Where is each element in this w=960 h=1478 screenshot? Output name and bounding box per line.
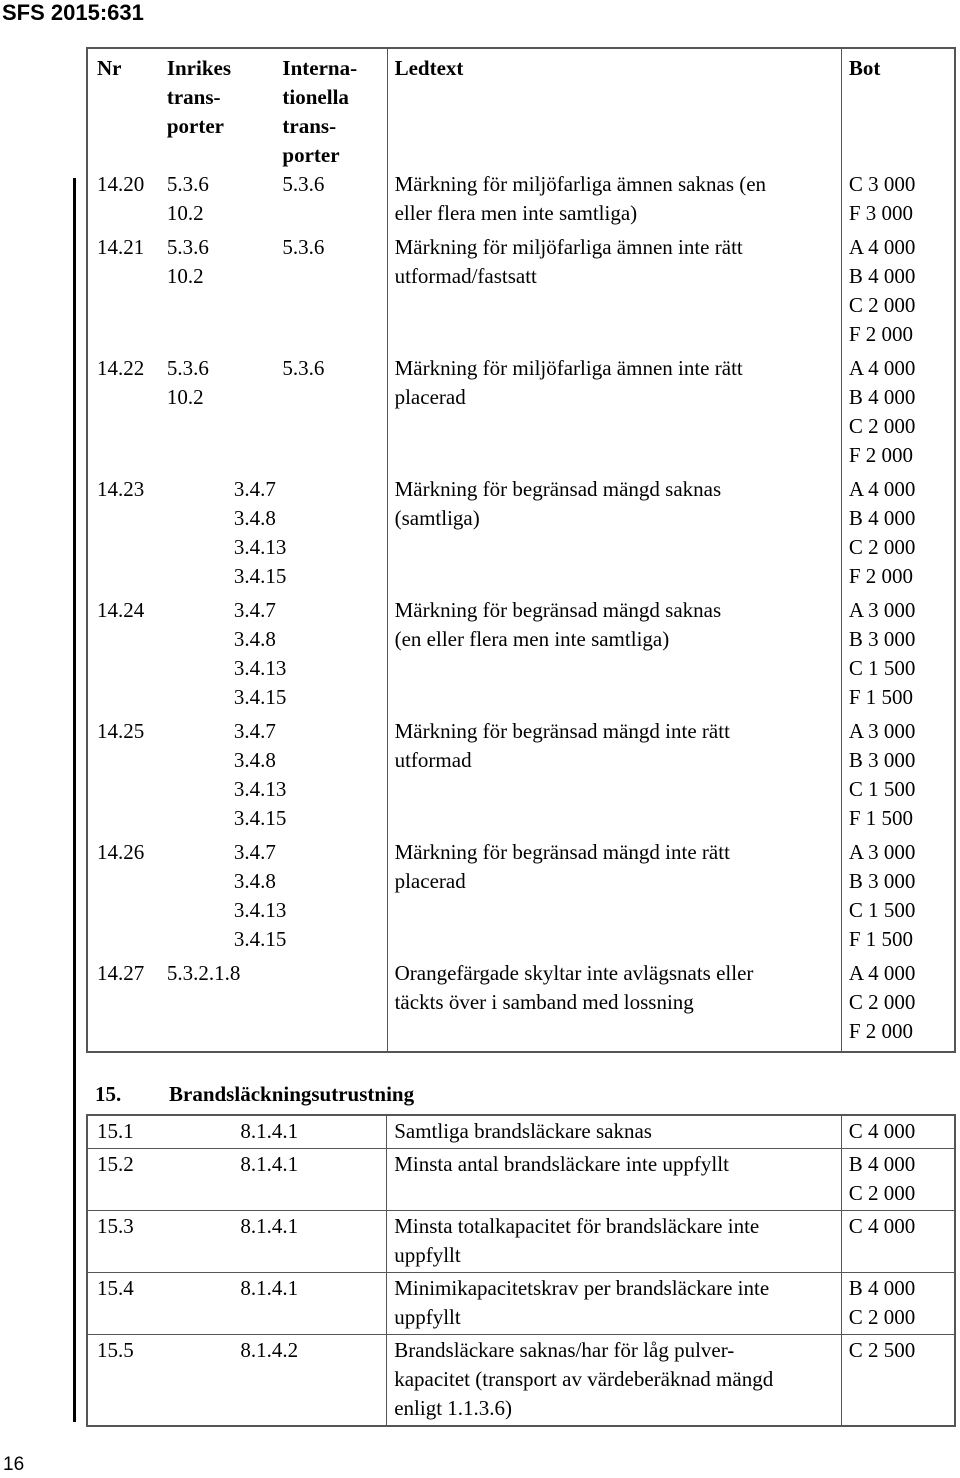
ledtext-line: Märkning för begränsad mängd saknas xyxy=(394,598,722,622)
table-row xyxy=(87,1211,955,1273)
ref-line: 5.3.6 xyxy=(166,172,209,196)
bot-line: C 2 000 xyxy=(848,1305,916,1329)
row-nr: 14.27 xyxy=(97,961,145,985)
row-ref: 8.1.4.1 xyxy=(232,1273,386,1335)
ref-line: 5.3.6 xyxy=(166,235,209,259)
ref-line: 3.4.7 xyxy=(233,719,276,743)
header-inrikes-line: trans- xyxy=(166,85,221,109)
bot-line: F 1 500 xyxy=(848,927,914,951)
bot-line: C 2 000 xyxy=(848,1181,916,1205)
document-reference: SFS 2015:631 xyxy=(2,0,144,25)
row-ledtext xyxy=(387,1335,842,1427)
bot-line: F 2 000 xyxy=(848,1019,914,1043)
bot-line: F 2 000 xyxy=(848,564,914,588)
row-ledtext xyxy=(387,1273,842,1335)
header-bot: Bot xyxy=(848,56,881,80)
bot-line: C 1 500 xyxy=(848,777,916,801)
ref-line: 3.4.15 xyxy=(233,685,287,709)
bot-line: C 2 000 xyxy=(848,535,916,559)
row-ledtext xyxy=(387,596,841,717)
row-bot xyxy=(841,354,955,475)
row-nr: 14.21 xyxy=(97,235,145,259)
row-nr: 14.25 xyxy=(97,719,145,743)
ref-line: 3.4.7 xyxy=(233,598,276,622)
row-nr: 15.4 xyxy=(87,1273,232,1335)
ref-line: 3.4.13 xyxy=(233,656,287,680)
row-nr: 14.22 xyxy=(97,356,145,380)
row-ledtext xyxy=(387,475,841,596)
row-bot xyxy=(841,233,955,354)
row-internationella xyxy=(271,354,387,475)
ref-line: 3.4.13 xyxy=(233,898,287,922)
ledtext-line: placerad xyxy=(394,385,466,409)
ref-line: 10.2 xyxy=(166,385,204,409)
ref-line: 3.4.15 xyxy=(233,564,287,588)
ref-line: 3.4.13 xyxy=(233,777,287,801)
row-bot xyxy=(841,1115,955,1149)
table-row xyxy=(87,354,955,475)
bot-line: B 4 000 xyxy=(848,264,916,288)
bot-line: A 3 000 xyxy=(848,840,916,864)
bot-line: C 2 000 xyxy=(848,293,916,317)
table-row xyxy=(87,838,955,959)
table-row xyxy=(87,959,955,1052)
ref-line: 5.3.6 xyxy=(282,172,325,196)
row-internationella xyxy=(271,233,387,354)
ledtext-line: Märkning för begränsad mängd inte rätt xyxy=(394,719,730,743)
ref-line: 3.4.13 xyxy=(233,535,287,559)
ref-line: 10.2 xyxy=(166,264,204,288)
table-row xyxy=(87,1115,955,1149)
row-ref: 8.1.4.2 xyxy=(232,1335,386,1427)
row-nr: 15.2 xyxy=(87,1149,232,1211)
ledtext-line: Märkning för begränsad mängd saknas xyxy=(394,477,722,501)
bot-line: B 4 000 xyxy=(848,385,916,409)
bot-line: B 3 000 xyxy=(848,627,916,651)
ledtext-line: (en eller flera men inte samtliga) xyxy=(394,627,670,651)
bot-line: A 4 000 xyxy=(848,356,916,380)
table-row xyxy=(87,596,955,717)
row-bot xyxy=(841,1211,955,1273)
row-inrikes xyxy=(160,233,272,354)
header-int-line: Interna- xyxy=(282,56,358,80)
section-table xyxy=(86,1114,956,1427)
table-row xyxy=(87,475,955,596)
header-inrikes xyxy=(160,48,272,170)
bot-line: A 4 000 xyxy=(848,961,916,985)
ledtext-line: uppfyllt xyxy=(394,1305,461,1329)
row-bot xyxy=(841,838,955,959)
row-ledtext xyxy=(387,233,841,354)
bot-line: C 1 500 xyxy=(848,898,916,922)
header-int-line: porter xyxy=(282,143,340,167)
bot-line: F 2 000 xyxy=(848,322,914,346)
table-row xyxy=(87,233,955,354)
table-row xyxy=(87,170,955,233)
ledtext-line: eller flera men inte samtliga) xyxy=(394,201,638,225)
table-row xyxy=(87,1335,955,1427)
bot-line: A 3 000 xyxy=(848,598,916,622)
table-header-row xyxy=(87,48,955,170)
row-ledtext xyxy=(387,959,841,1052)
ledtext-line: Orangefärgade skyltar inte avlägsnats eller xyxy=(394,961,754,985)
row-ref: 8.1.4.1 xyxy=(232,1211,386,1273)
ledtext-line: Märkning för miljöfarliga ämnen saknas (en xyxy=(394,172,767,196)
row-ledtext xyxy=(387,717,841,838)
bot-line: B 3 000 xyxy=(848,748,916,772)
row-ledtext xyxy=(387,1115,842,1149)
ref-line: 10.2 xyxy=(166,201,204,225)
bot-line: B 4 000 xyxy=(848,506,916,530)
bot-line: C 3 000 xyxy=(848,172,916,196)
table-row xyxy=(87,717,955,838)
ref-line: 3.4.8 xyxy=(233,506,276,530)
header-ledtext: Ledtext xyxy=(387,48,841,170)
header-int-line: tionella xyxy=(282,85,349,109)
bot-line: C 2 500 xyxy=(848,1338,916,1362)
bot-line: C 4 000 xyxy=(848,1119,916,1143)
row-bot xyxy=(841,1273,955,1335)
ledtext-line: Brandsläckare saknas/har för låg pulver- xyxy=(394,1338,735,1362)
ledtext-line: placerad xyxy=(394,869,466,893)
ref-line: 5.3.2.1.8 xyxy=(166,961,241,985)
row-bot xyxy=(841,596,955,717)
bot-line: F 3 000 xyxy=(848,201,914,225)
row-inrikes xyxy=(160,354,272,475)
section-number: 15. xyxy=(95,1082,122,1106)
row-inrikes xyxy=(160,170,272,233)
header-nr: Nr xyxy=(97,56,122,80)
bot-line: A 3 000 xyxy=(848,719,916,743)
row-bot xyxy=(841,717,955,838)
ref-line: 5.3.6 xyxy=(282,235,325,259)
table-row xyxy=(87,1149,955,1211)
row-nr: 15.5 xyxy=(87,1335,232,1427)
row-nr: 14.26 xyxy=(97,840,145,864)
row-nr: 14.23 xyxy=(97,477,145,501)
ref-line: 3.4.7 xyxy=(233,840,276,864)
ledtext-line: Minsta totalkapacitet för brandsläckare inte xyxy=(394,1214,760,1238)
bot-line: C 1 500 xyxy=(848,656,916,680)
row-bot xyxy=(841,1149,955,1211)
row-inrikes xyxy=(160,838,387,959)
bot-line: C 4 000 xyxy=(848,1214,916,1238)
ledtext-line: uppfyllt xyxy=(394,1243,461,1267)
ledtext-line: Minsta antal brandsläckare inte uppfyllt xyxy=(394,1152,729,1176)
ref-line: 5.3.6 xyxy=(282,356,325,380)
row-nr: 15.1 xyxy=(97,1119,134,1143)
ledtext-line: Märkning för miljöfarliga ämnen inte rätt xyxy=(394,235,743,259)
table-row xyxy=(87,1273,955,1335)
row-ref: 8.1.4.1 xyxy=(232,1149,386,1211)
ledtext-line: Samtliga brandsläckare saknas xyxy=(394,1119,652,1143)
header-int-line: trans- xyxy=(282,114,337,138)
ref-line: 5.3.6 xyxy=(166,356,209,380)
header-inrikes-line: Inrikes xyxy=(166,56,232,80)
bot-line: B 4 000 xyxy=(848,1152,916,1176)
row-bot xyxy=(841,475,955,596)
section-heading xyxy=(95,1080,414,1109)
row-ledtext xyxy=(387,170,841,233)
ref-line: 3.4.8 xyxy=(233,627,276,651)
row-nr: 15.3 xyxy=(87,1211,232,1273)
bot-line: C 2 000 xyxy=(848,990,916,1014)
ledtext-line: Märkning för miljöfarliga ämnen inte rätt xyxy=(394,356,743,380)
ref-line: 3.4.15 xyxy=(233,927,287,951)
page-number: 16 xyxy=(3,1454,25,1475)
ledtext-line: Märkning för begränsad mängd inte rätt xyxy=(394,840,730,864)
ledtext-line: utformad xyxy=(394,748,472,772)
row-ledtext xyxy=(387,1149,842,1211)
row-nr: 14.24 xyxy=(97,598,145,622)
bot-line: A 4 000 xyxy=(848,477,916,501)
bot-line: F 2 000 xyxy=(848,443,914,467)
row-inrikes xyxy=(160,475,387,596)
ledtext-line: kapacitet (transport av värdeberäknad mängd xyxy=(394,1367,774,1391)
row-internationella xyxy=(271,170,387,233)
ledtext-line: täckts över i samband med lossning xyxy=(394,990,694,1014)
row-ledtext xyxy=(387,838,841,959)
row-ref: 8.1.4.1 xyxy=(232,1115,386,1149)
bot-line: F 1 500 xyxy=(848,685,914,709)
row-ledtext xyxy=(387,354,841,475)
ref-line: 3.4.8 xyxy=(233,748,276,772)
ref-line: 3.4.8 xyxy=(233,869,276,893)
section-title: Brandsläckningsutrustning xyxy=(169,1082,415,1106)
row-nr: 14.20 xyxy=(97,172,145,196)
ledtext-line: Minimikapacitetskrav per brandsläckare inte xyxy=(394,1276,770,1300)
header-inrikes-line: porter xyxy=(166,114,224,138)
row-inrikes xyxy=(160,596,387,717)
row-inrikes xyxy=(160,717,387,838)
change-bar xyxy=(73,178,76,1422)
penalty-table xyxy=(86,47,956,1053)
row-bot xyxy=(841,1335,955,1427)
bot-line: B 3 000 xyxy=(848,869,916,893)
row-bot xyxy=(841,170,955,233)
bot-line: C 2 000 xyxy=(848,414,916,438)
bot-line: A 4 000 xyxy=(848,235,916,259)
ledtext-line: enligt 1.1.3.6) xyxy=(394,1396,513,1420)
ref-line: 3.4.7 xyxy=(233,477,276,501)
row-inrikes xyxy=(160,959,387,1052)
row-ledtext xyxy=(387,1211,842,1273)
bot-line: B 4 000 xyxy=(848,1276,916,1300)
ref-line: 3.4.15 xyxy=(233,806,287,830)
bot-line: F 1 500 xyxy=(848,806,914,830)
header-internationella xyxy=(271,48,387,170)
row-bot xyxy=(841,959,955,1052)
ledtext-line: utformad/fastsatt xyxy=(394,264,537,288)
ledtext-line: (samtliga) xyxy=(394,506,480,530)
